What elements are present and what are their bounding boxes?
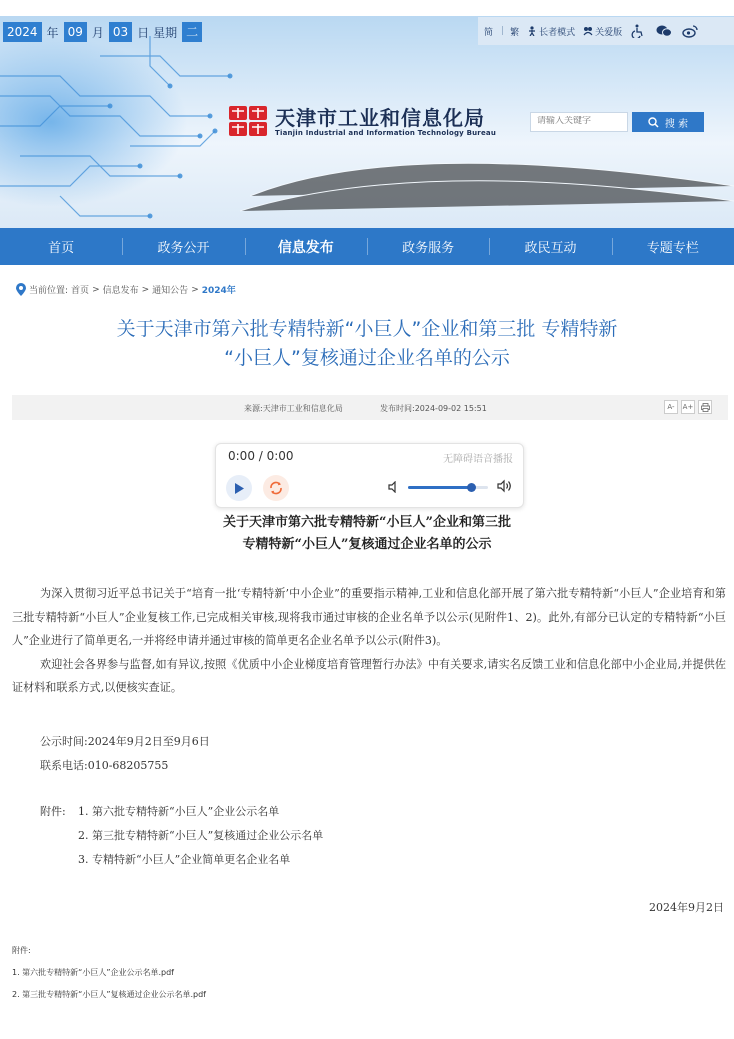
article-title-line1: 关于天津市第六批专精特新“小巨人”企业和第三批 专精特新 [116,318,618,340]
breadcrumb-separator: > [141,284,150,295]
volume-high-icon[interactable] [497,479,513,493]
nav-home[interactable]: 首页 [48,241,75,256]
replay-button[interactable] [263,475,289,501]
breadcrumb-year[interactable]: 2024年 [201,286,236,296]
day-unit: 日 [137,25,150,40]
content-subtitle-line2: 专精特新“小巨人”复核通过企业名单的公示 [242,537,492,552]
toolbar-separator: | [501,26,505,36]
nav-gov-service[interactable]: 政务服务 [367,228,489,265]
files-label: 附件: [12,946,31,955]
article-body [12,582,726,700]
nav-info-release[interactable]: 信息发布 [245,228,367,265]
accessible-voice-label[interactable]: 无障碍语音播报 [443,454,513,465]
nav-topics[interactable]: 专题专栏 [612,228,734,265]
nav-gov-info[interactable]: 政务公开 [122,228,244,265]
replay-icon [268,480,284,496]
article-source: 来源:天津市工业和信息化局 [244,404,343,413]
wheelchair-icon[interactable] [630,23,646,39]
article-publish-time: 发布时间:2024-09-02 15:51 [380,404,487,413]
file-download-link[interactable]: 2. 第三批专精特新“小巨人”复核通过企业公示名单.pdf [12,990,206,999]
sign-date: 2024年9月2日 [649,901,724,914]
elder-icon [527,26,537,36]
search-button-label: 搜 索 [664,118,689,130]
file-download-link[interactable]: 1. 第六批专精特新“小巨人”企业公示名单.pdf [12,968,174,977]
article-title [40,315,694,373]
elder-mode-label: 长者模式 [539,27,576,38]
traditional-link[interactable]: 繁 [510,27,520,38]
top-spacer [0,0,734,16]
wechat-icon[interactable] [656,23,672,39]
article-title-line2: “小巨人”复核通过企业名单的公示 [224,347,510,369]
breadcrumb-label: 当前位置: [29,286,69,296]
content-subtitle-line1: 关于天津市第六批专精特新“小巨人”企业和第三批 [223,515,511,530]
weibo-icon[interactable] [682,23,698,39]
bureau-logo-icon [228,105,268,137]
accessible-label: 关爱版 [595,27,623,38]
year-box: 2024 [3,22,42,42]
elder-mode-link[interactable] [527,25,575,38]
body-paragraph-2: 欢迎社会各界参与监督,如有异议,按照《优质中小企业梯度培育管理暂行办法》中有关要求,请实名反馈工业和信息化部中小企业局,并提供佐证材料和联系方式,以便核实查证。 [12,657,726,695]
site-title: 天津市工业和信息化局 [275,106,485,130]
volume-low-icon[interactable] [388,481,400,493]
player-time: 0:00 / 0:00 [228,449,294,463]
breadcrumb-home[interactable]: 首页 [71,286,90,296]
breadcrumb-separator: > [191,284,199,295]
month-box: 09 [64,22,87,42]
content-subtitle [12,512,722,556]
volume-slider[interactable] [408,486,488,489]
attachment-item: 2. 第三批专精特新“小巨人”复核通过企业公示名单 [78,829,324,842]
audio-player [215,443,524,508]
print-button[interactable] [698,400,712,414]
accessible-link[interactable] [583,25,622,38]
weekday-box: 二 [182,22,202,42]
breadcrumb-notices[interactable]: 通知公告 [152,286,189,296]
search-button[interactable] [632,112,704,132]
breadcrumb-separator: > [92,284,100,295]
contact-phone: 联系电话:010-68205755 [40,759,169,772]
body-paragraph-1: 为深入贯彻习近平总书记关于“培育一批‘专精特新’中小企业”的重要指示精神,工业和信息化部开展了第六批专精特新“小巨人”企业培育和第三批专精特新“小巨人”企业复核工作,已完成相关审核,现将我市通过审核的企业名单予以公示(见附件1、2)。此外,有部分已认定的专精特新“小巨人”企业进行了简单更名,一并将经申请并通过审核的简单更名企业名单予以公示(附件3)。 [12,587,726,648]
top-toolbar [478,17,734,45]
simplified-link[interactable]: 简 [484,27,494,38]
article-tools [664,400,712,414]
care-icon [583,26,593,36]
volume-knob[interactable] [467,483,476,492]
search-box[interactable] [530,112,628,132]
search-icon [648,117,659,128]
play-button[interactable] [226,475,252,501]
attachments-label: 附件: [40,805,66,818]
nav-interaction[interactable]: 政民互动 [489,228,611,265]
weekday-label: 星期 [153,25,178,40]
location-pin-icon [16,283,26,296]
breadcrumb [16,283,236,296]
site-subtitle: Tianjin Industrial and Information Technology Bureau [275,129,497,137]
attachment-item: 3. 专精特新“小巨人”企业简单更名企业名单 [78,853,291,866]
font-decrease-button[interactable]: A- [664,400,678,414]
main-nav [0,228,734,265]
search-input[interactable] [537,116,621,126]
year-unit: 年 [46,25,59,40]
volume-fill [408,486,472,489]
date-bar [0,21,205,43]
play-icon [233,482,245,495]
publicity-time: 公示时间:2024年9月2日至9月6日 [40,735,210,748]
day-box: 03 [109,22,132,42]
attachment-item: 1. 第六批专精特新“小巨人”企业公示名单 [78,805,280,818]
month-unit: 月 [91,25,104,40]
print-icon [701,403,710,412]
breadcrumb-info-release[interactable]: 信息发布 [102,286,139,296]
font-increase-button[interactable]: A+ [681,400,695,414]
article-meta-bar [12,395,728,420]
